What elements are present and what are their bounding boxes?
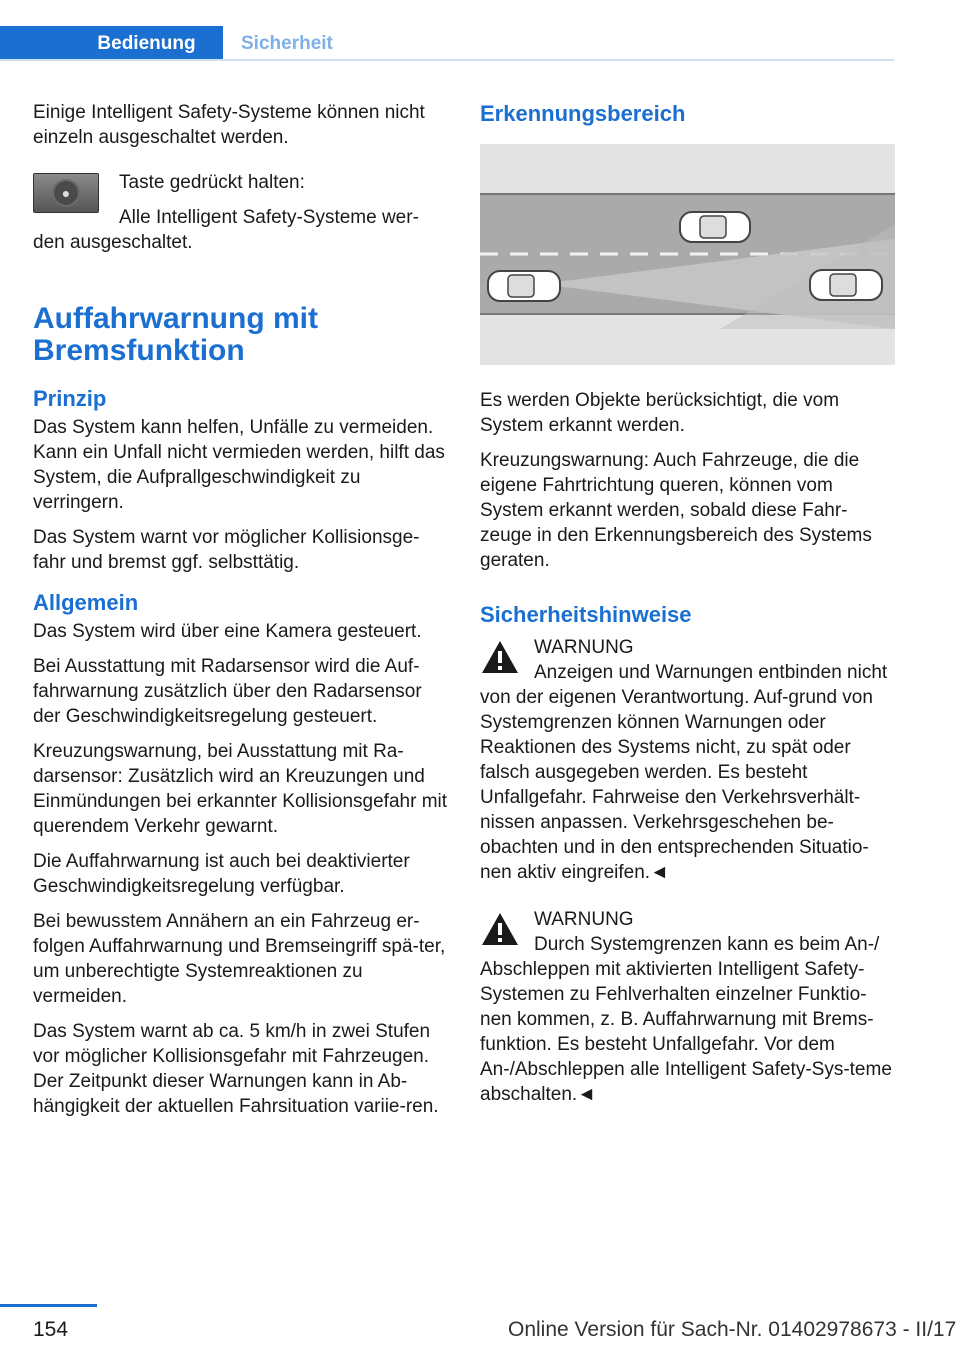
detection-range-illustration [480,144,895,365]
button-text: Alle Intelligent Safety-Systeme wer-den ausgeschaltet. [33,207,419,253]
warning-block-1 [480,635,895,885]
button-instruction [33,170,448,255]
heading-erkennungsbereich: Erkennungsbereich [480,101,686,126]
warning-2-text: Durch Systemgrenzen kann es beim An-/ Abschleppen mit aktivierten Intelligent Safety-Systemen zu Fehlverhalten einzelner Funktio-nen kommen, z. B. Auffahrwarnung mit Brems-funktion. Es besteht Unfallgefahr. Vor dem An-/Abschleppen alle Intelligent Safety-Sys-teme abschalten.◄ [480,934,892,1105]
erkennung-paragraph-2: Kreuzungswarnung: Auch Fahrzeuge, die die eigene Fahrtrichtung queren, können vom System erkannt werden, sobald diese Fahr-zeuge in den Erkennungsbereich des Systems geraten. [480,450,872,571]
footer-divider [0,1304,97,1307]
car-front-lane [680,212,750,242]
allgemein-paragraph-6: Das System warnt ab ca. 5 km/h in zwei Stufen vor möglicher Kollisionsgefahr mit Fahrzeugen. Der Zeitpunkt dieser Warnungen kann in Ab-hängigkeit der aktuellen Fahrsituation variie-ren. [33,1021,439,1117]
erkennung-paragraph-1: Es werden Objekte berücksichtigt, die vom System erkannt werden. [480,390,840,436]
car-own [488,271,560,301]
warning-1-title: WARNUNG [534,637,634,658]
warning-triangle-icon [480,911,520,947]
safety-button-image [33,173,99,213]
tab-bedienung[interactable]: Bedienung [0,26,223,61]
allgemein-paragraph-2: Bei Ausstattung mit Radarsensor wird die Auf-fahrwarnung zusätzlich über den Radarsensor der Geschwindigkeitsregelung gesteuert. [33,656,422,727]
allgemein-paragraph-3: Kreuzungswarnung, bei Ausstattung mit Ra-darsensor: Zusätzlich wird an Kreuzungen und Einmündungen bei erkannter Kollisionsgefahr mit querendem Verkehr gewarnt. [33,741,448,837]
tab-sicherheit[interactable]: Sicherheit [241,32,333,54]
car-ahead [810,270,882,300]
header-divider [0,59,894,61]
warning-block-2 [480,907,895,1107]
heading-allgemein: Allgemein [33,590,139,615]
allgemein-paragraph-4: Die Auffahrwarnung ist auch bei deaktivierter Geschwindigkeitsregelung verfügbar. [33,851,410,897]
heading-sicherheitshinweise: Sicherheitshinweise [480,602,692,627]
warning-2-title: WARNUNG [534,909,634,930]
button-label: Taste gedrückt halten: [119,172,305,193]
warning-triangle-icon [480,639,520,675]
intro-paragraph: Einige Intelligent Safety-Systeme können nicht einzeln ausgeschaltet werden. [33,102,425,148]
right-column [480,100,895,1117]
online-version-note: Online Version für Sach-Nr. 01402978673 - II/17 [508,1318,957,1341]
allgemein-paragraph-5: Bei bewusstem Annähern an ein Fahrzeug er-folgen Auffahrwarnung und Bremseingriff spä-ter, um unberechtigte Systemreaktionen zu vermeiden. [33,911,446,1007]
heading-prinzip: Prinzip [33,386,107,411]
safety-button-icon: ● [52,179,80,207]
prinzip-paragraph-1: Das System kann helfen, Unfälle zu vermeiden. Kann ein Unfall nicht vermieden werden, hilft das System, die Aufprallgeschwindigkeit zu verringern. [33,417,445,513]
allgemein-paragraph-1: Das System wird über eine Kamera gesteuert. [33,621,422,642]
left-column [33,100,448,1129]
warning-1-text: Anzeigen und Warnungen entbinden nicht von der eigenen Verantwortung. Auf-grund von Systemgrenzen können Warnungen oder Reaktionen des Systems nicht, zu spät oder falsch ausgegeben werden. Es besteht Unfallgefahr. Fahrweise den Verkehrsverhält-nissen anpassen. Verkehrsgeschehen be-obachten und in den entsprechenden Situatio-nen aktiv eingreifen.◄ [480,662,888,883]
page-number: 154 [33,1318,69,1341]
header-tabs [0,26,960,61]
prinzip-paragraph-2: Das System warnt vor möglicher Kollisionsge-fahr und bremst ggf. selbsttätig. [33,527,420,573]
section-title: Auffahrwarnung mit Bremsfunktion [33,302,318,367]
